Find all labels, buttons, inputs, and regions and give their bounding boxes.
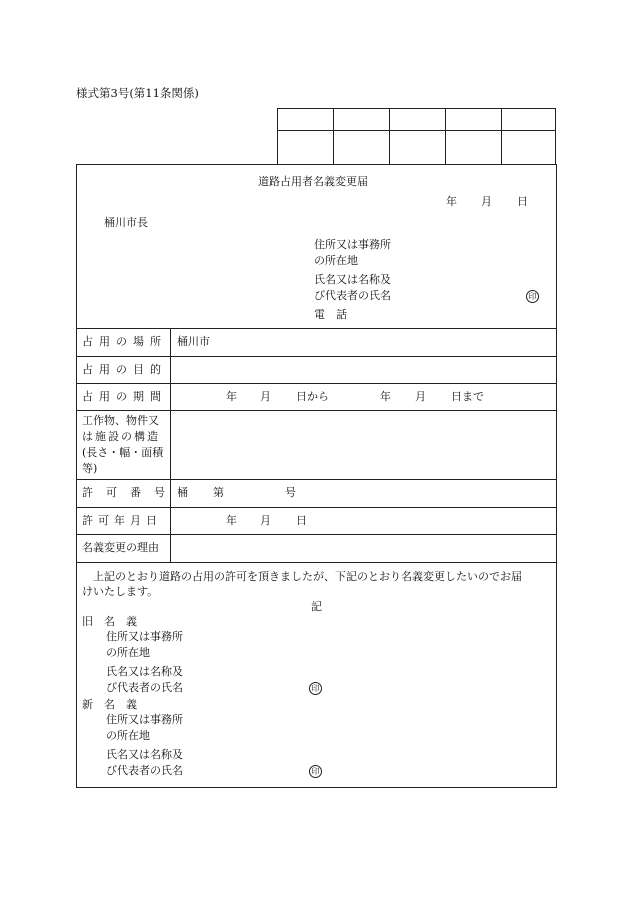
form-title: 道路占用者名義変更届 [258, 175, 368, 188]
permit-no-label: 許可番号 [82, 486, 178, 499]
period-d1: 日から [296, 390, 329, 403]
new-address-label-2: の所在地 [106, 729, 150, 742]
old-name-label: 氏名又は名称及 [106, 665, 183, 678]
date-day: 日 [517, 195, 528, 208]
new-name-heading: 新 名 義 [82, 698, 137, 711]
statement-line-1: 上記のとおり道路の占用の許可を頂きましたが、下記のとおり名義変更したいのでお届 [93, 570, 522, 583]
old-address-label: 住所又は事務所 [106, 630, 183, 643]
old-name-heading: 旧 名 義 [82, 615, 137, 628]
form-caption: 様式第3号(第11条関係) [76, 86, 199, 100]
ki-label: 記 [311, 600, 322, 613]
period-d2: 日まで [451, 390, 484, 403]
applicant-name-label-2: び代表者の氏名 [314, 289, 391, 302]
purpose-label: 占用の目的 [82, 363, 167, 376]
period-m1: 月 [260, 390, 271, 403]
permit-date-label: 許可年月日 [82, 514, 162, 527]
structure-label-1: 工作物、物件又 [82, 414, 159, 427]
place-label: 占用の場所 [82, 335, 167, 348]
permit-date-m: 月 [260, 514, 271, 527]
permit-date-d: 日 [296, 514, 307, 527]
period-y1: 年 [226, 390, 237, 403]
old-address-label-2: の所在地 [106, 646, 150, 659]
applicant-phone-label: 電 話 [314, 308, 347, 321]
structure-label-4: 等) [82, 462, 98, 475]
date-month: 月 [481, 195, 492, 208]
statement-line-2: けいたします。 [82, 585, 159, 598]
permit-date-y: 年 [226, 514, 237, 527]
structure-label-2: は施設の構造 [82, 430, 160, 443]
structure-label-3: (長さ・幅・面積 [82, 446, 164, 459]
permit-no-prefix: 桶 [177, 486, 188, 499]
period-m2: 月 [415, 390, 426, 403]
period-y2: 年 [380, 390, 391, 403]
reception-boxes [277, 108, 556, 165]
place-value: 桶川市 [177, 335, 210, 348]
date-year: 年 [446, 195, 457, 208]
applicant-address-label-2: の所在地 [314, 254, 358, 267]
seal-icon: 印 [309, 682, 322, 695]
reason-label: 名義変更の理由 [82, 541, 159, 554]
permit-no-go: 号 [285, 486, 296, 499]
new-address-label: 住所又は事務所 [106, 713, 183, 726]
period-label: 占用の期間 [82, 390, 167, 403]
old-name-label-2: び代表者の氏名 [106, 681, 183, 694]
seal-icon: 印 [309, 765, 322, 778]
new-name-label: 氏名又は名称及 [106, 748, 183, 761]
addressee: 桶川市長 [104, 216, 148, 229]
applicant-name-label: 氏名又は名称及 [314, 273, 391, 286]
applicant-address-label: 住所又は事務所 [314, 238, 391, 251]
permit-no-dai: 第 [213, 486, 224, 499]
seal-icon: 印 [526, 290, 539, 303]
new-name-label-2: び代表者の氏名 [106, 764, 183, 777]
